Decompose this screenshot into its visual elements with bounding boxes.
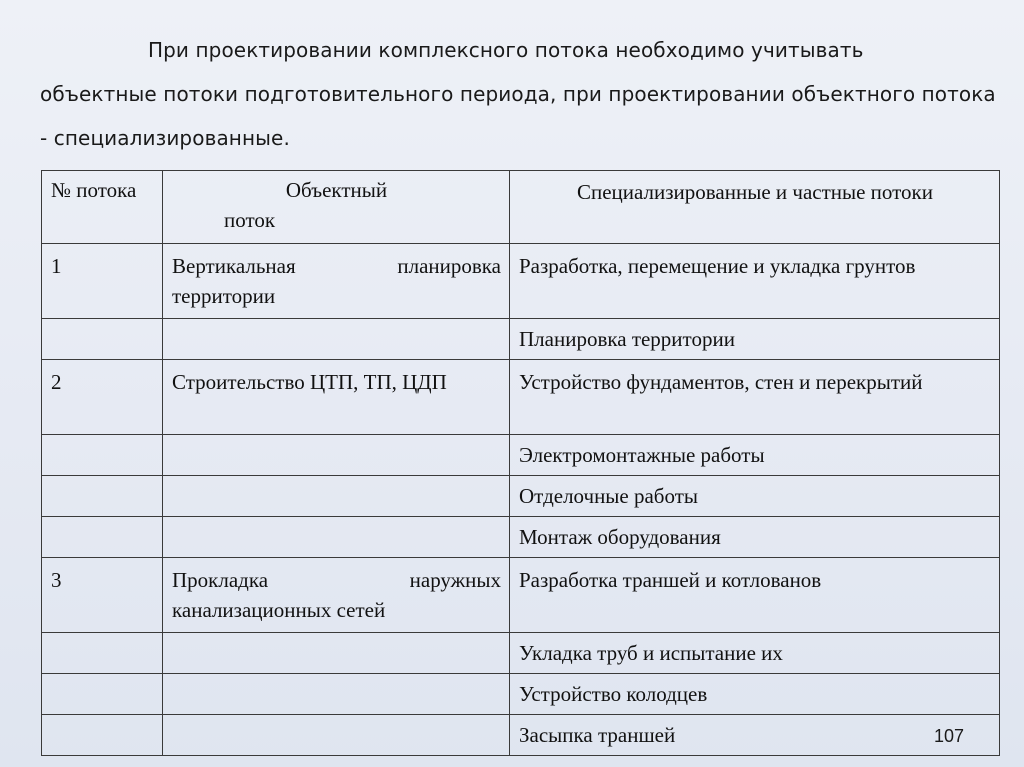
cell-stream: Разработка, перемещение и укладка грунтов (510, 244, 1000, 319)
cell-number: 3 (42, 558, 163, 633)
cell-stream: Электромонтажные работы (510, 435, 1000, 476)
cell-number (42, 633, 163, 674)
cell-number: 2 (42, 360, 163, 435)
cell-object (163, 674, 510, 715)
cell-object (163, 476, 510, 517)
flows-table (41, 170, 1000, 756)
header-object-stream (163, 171, 510, 244)
cell-number (42, 715, 163, 756)
intro-first-line: При проектировании комплексного потока необходимо учитывать (148, 38, 864, 62)
cell-stream: Укладка труб и испытание их (510, 633, 1000, 674)
cell-object: Строительство ЦТП, ТП, ЦДП (163, 360, 510, 435)
table-row (42, 715, 1000, 756)
cell-object: Прокладка наружных канализационных сетей (163, 558, 510, 633)
header-specialized-streams: Специализированные и частные потоки (510, 171, 1000, 244)
cell-stream: Монтаж оборудования (510, 517, 1000, 558)
header-stream-number: № потока (42, 171, 163, 244)
intro-paragraph (40, 28, 1000, 160)
intro-rest: объектные потоки подготовительного периода, при проектировании объектного потока - специализированные. (40, 82, 996, 150)
cell-stream: Отделочные работы (510, 476, 1000, 517)
cell-object (163, 517, 510, 558)
table-row (42, 517, 1000, 558)
cell-object (163, 319, 510, 360)
table-row (42, 558, 1000, 633)
cell-stream: Планировка территории (510, 319, 1000, 360)
table-row (42, 435, 1000, 476)
cell-object (163, 633, 510, 674)
cell-stream: Устройство фундаментов, стен и перекрытий (510, 360, 1000, 435)
cell-number (42, 674, 163, 715)
table-row (42, 244, 1000, 319)
cell-stream: Устройство колодцев (510, 674, 1000, 715)
header-object-stream-line2: поток (224, 208, 276, 232)
cell-number (42, 319, 163, 360)
table-row (42, 360, 1000, 435)
table-row (42, 319, 1000, 360)
table-row (42, 633, 1000, 674)
cell-number (42, 517, 163, 558)
cell-number (42, 435, 163, 476)
table-row (42, 476, 1000, 517)
table-header-row (42, 171, 1000, 244)
header-object-stream-line1: Объектный (285, 178, 388, 202)
cell-number (42, 476, 163, 517)
table-row (42, 674, 1000, 715)
cell-object (163, 715, 510, 756)
cell-stream: Засыпка траншей (510, 715, 1000, 756)
cell-stream: Разработка траншей и котлованов (510, 558, 1000, 633)
page-number: 107 (933, 726, 964, 746)
cell-object: Вертикальная планировка территории (163, 244, 510, 319)
cell-object (163, 435, 510, 476)
cell-number: 1 (42, 244, 163, 319)
